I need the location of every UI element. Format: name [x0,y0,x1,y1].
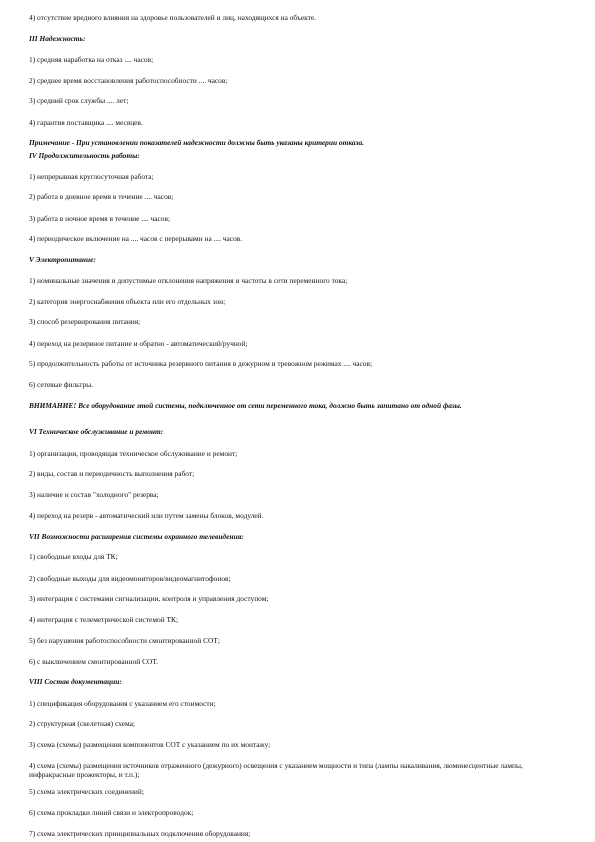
list-item: 5) продолжительность работы от источника резервного питания в дежурном и тревожном режимах .... часов; [29,359,373,368]
list-item: 1) непрерывная круглосуточная работа; [29,172,154,181]
list-item: 1) свободные входы для ТК; [29,552,118,561]
list-item: 4) отсутствие вредного влияния на здоровье пользователей и лиц, находящихся на объекте. [29,13,316,22]
list-item: 6) сетевые фильтры. [29,380,94,389]
list-item: 3) работа в ночное время в течение .... часов; [29,214,171,223]
list-item: 5) без нарушения работоспособности смонтированной СОТ; [29,636,220,645]
list-item: 2) среднее время восстановления работоспособности .... часов; [29,76,228,85]
list-item: 4) интеграция с телеметрической системой ТК; [29,615,178,624]
list-item: 5) схема электрических соединений; [29,787,144,796]
list-item: 4) периодическое включение на .... часов с перерывами на .... часов. [29,234,243,243]
list-item: 6) с выключением смонтированной СОТ. [29,657,158,666]
list-item: 4) схема (схемы) размещения источников отраженного (дежурного) освещения с указанием мощности и типа (лампы накаливания, люминесцентные лампы, инфракрасные прожекторы, и т.п.); [29,761,523,779]
list-item: 2) категория энергоснабжения объекта или его отдельных зон; [29,297,226,306]
note: Примечание - При установлении показателей надежности должны быть указаны критерии отказа. [29,138,365,147]
list-item: 6) схема прокладки линий связи и электропроводок; [29,808,194,817]
list-item: 3) интеграция с системами сигнализации, контроля и управления доступом; [29,594,269,603]
list-item: 7) схема электрических принципиальных подключения оборудования; [29,829,251,838]
list-item: 1) организация, проводящая техническое обслуживание и ремонт; [29,449,238,458]
list-item: 3) способ резервирования питания; [29,317,141,326]
warning-note: ВНИМАНИЕ! Все оборудование этой системы, подключенное от сети переменного тока, должно быть запитано от одной фазы. [29,401,462,410]
list-item: 4) гарантия поставщика .... месяцев. [29,118,143,127]
list-item: 4) переход на резервное питание и обратно - автоматический/ручной; [29,339,248,348]
list-item: 3) наличие и состав "холодного" резерва; [29,490,159,499]
list-item: 1) спецификация оборудования с указанием его стоимости; [29,699,216,708]
list-item: 3) схема (схемы) размещения компонентов СОТ с указанием по их монтажу; [29,740,271,749]
list-item: 2) виды, состав и периодичность выполнения работ; [29,469,195,478]
section-heading: VIII Состав документации: [29,677,122,686]
list-item: 1) номинальные значения и допустимые отклонения напряжения и частоты в сети переменного тока; [29,276,348,285]
section-heading: VI Техническое обслуживание и ремонт: [29,427,164,436]
section-heading: VII Возможности расширения системы охранного телевидения: [29,532,244,541]
section-heading: V Электропитание: [29,255,96,264]
section-heading: III Надежность: [29,34,86,43]
list-item: 1) средняя наработка на отказ .... часов; [29,55,154,64]
section-heading: IV Продолжительность работы: [29,151,140,160]
list-item: 2) работа в дневное время в течение .... часов; [29,192,174,201]
list-item: 4) переход на резерв - автоматический или путем замены блоков, модулей. [29,511,264,520]
list-item: 3) средний срок службы .... лет; [29,96,129,105]
list-item: 2) свободные выходы для видеомониторов/видеомагнитофонов; [29,574,231,583]
list-item: 2) структурная (скелетная) схема; [29,719,135,728]
